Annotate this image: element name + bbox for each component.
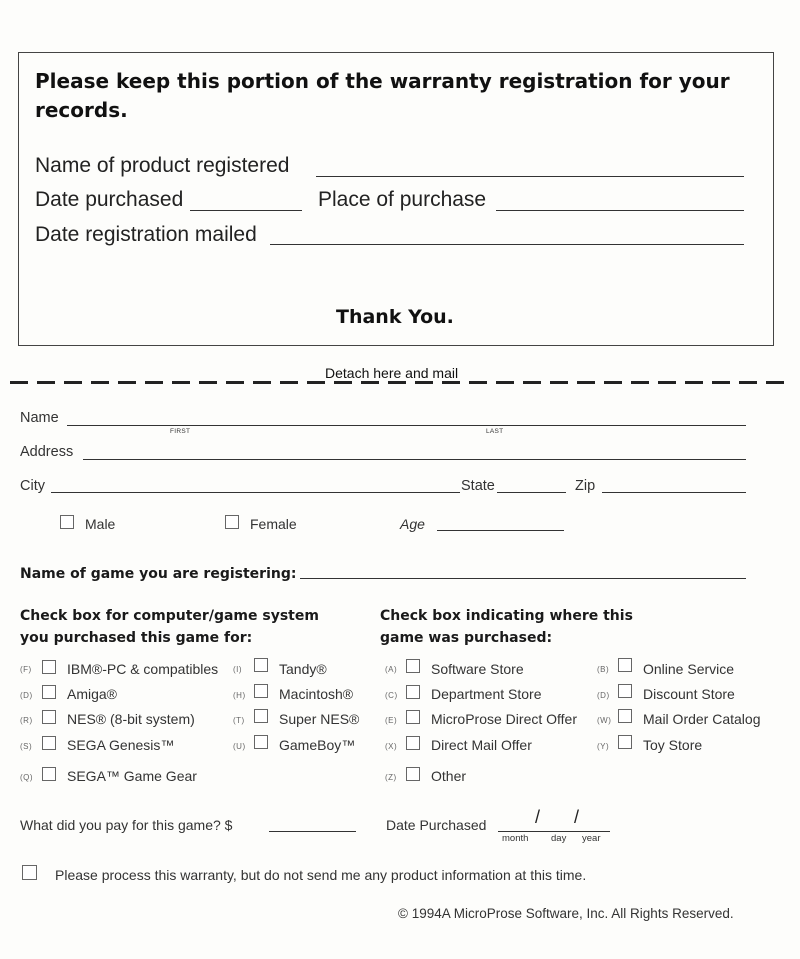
store-code: (B): [597, 665, 610, 674]
system-heading-line2: you purchased this game for:: [20, 630, 253, 646]
no-product-info-checkbox[interactable]: [22, 865, 37, 880]
store-label-online-service: Online Service: [643, 661, 735, 677]
date-purchased-label: Date purchased: [35, 188, 184, 211]
year-caption: year: [582, 833, 601, 844]
system-code: (H): [233, 691, 246, 700]
store-label-discount-store: Discount Store: [643, 686, 735, 702]
day-caption: day: [551, 833, 567, 844]
system-heading-line1: Check box for computer/game system: [20, 608, 319, 624]
detach-dashed-line: [10, 381, 790, 384]
store-label-mail-order: Mail Order Catalog: [643, 711, 761, 727]
store-checkbox-mail-order[interactable]: [618, 709, 632, 723]
system-label-gameboy: GameBoy™: [279, 737, 356, 753]
store-code: (Z): [385, 773, 397, 782]
system-code: (D): [20, 691, 33, 700]
store-code: (W): [597, 716, 612, 725]
system-label-macintosh: Macintosh®: [279, 686, 354, 702]
system-checkbox-sega-genesis[interactable]: [42, 736, 56, 750]
city-field[interactable]: [51, 492, 460, 493]
price-label: What did you pay for this game? $: [20, 817, 233, 833]
store-heading-line2: game was purchased:: [380, 630, 553, 646]
store-checkbox-software-store[interactable]: [406, 659, 420, 673]
name-label: Name: [20, 410, 59, 426]
store-code: (E): [385, 716, 398, 725]
store-checkbox-discount-store[interactable]: [618, 684, 632, 698]
system-label-super-nes: Super NES®: [279, 711, 360, 727]
system-label-sega-genesis: SEGA Genesis™: [67, 737, 175, 753]
age-field[interactable]: [437, 530, 564, 531]
system-checkbox-amiga[interactable]: [42, 685, 56, 699]
female-checkbox[interactable]: [225, 515, 239, 529]
month-caption: month: [502, 833, 529, 844]
system-code: (T): [233, 716, 245, 725]
game-name-field[interactable]: [300, 578, 746, 579]
system-checkbox-gameboy[interactable]: [254, 735, 268, 749]
zip-label: Zip: [575, 478, 596, 494]
product-registered-label: Name of product registered: [35, 154, 290, 177]
system-code: (F): [20, 665, 32, 674]
store-checkbox-toy-store[interactable]: [618, 735, 632, 749]
game-name-label: Name of game you are registering:: [20, 566, 297, 582]
system-code: (I): [233, 665, 243, 674]
store-checkbox-other[interactable]: [406, 767, 420, 781]
store-checkbox-department-store[interactable]: [406, 685, 420, 699]
state-field[interactable]: [497, 492, 566, 493]
age-label: Age: [400, 516, 425, 532]
store-label-direct-mail: Direct Mail Offer: [431, 737, 532, 753]
thank-you-text: Thank You.: [336, 306, 454, 328]
store-label-toy-store: Toy Store: [643, 737, 703, 753]
system-label-ibm-pc: IBM®-PC & compatibles: [67, 661, 219, 677]
system-code: (R): [20, 716, 33, 725]
detach-text: Detach here and mail: [325, 365, 459, 381]
store-label-department-store: Department Store: [431, 686, 542, 702]
male-checkbox[interactable]: [60, 515, 74, 529]
system-checkbox-tandy[interactable]: [254, 658, 268, 672]
purchase-date-field[interactable]: [498, 831, 610, 832]
product-registered-field[interactable]: [316, 176, 744, 177]
store-checkbox-direct-mail[interactable]: [406, 736, 420, 750]
copyright-text: © 1994A MicroProse Software, Inc. All Rights Reserved.: [398, 906, 734, 921]
state-label: State: [461, 478, 495, 494]
store-code: (A): [385, 665, 398, 674]
system-code: (S): [20, 742, 33, 751]
purchase-date-label: Date Purchased: [386, 817, 487, 833]
store-checkbox-online-service[interactable]: [618, 658, 632, 672]
store-checkbox-microprose-direct[interactable]: [406, 710, 420, 724]
store-code: (Y): [597, 742, 610, 751]
store-label-software-store: Software Store: [431, 661, 524, 677]
store-label-other: Other: [431, 768, 467, 784]
date-separator: /: [535, 807, 541, 827]
name-field[interactable]: [67, 425, 746, 426]
zip-field[interactable]: [602, 492, 746, 493]
keep-portion-heading: Please keep this portion of the warranty registration for your records.: [35, 69, 730, 122]
system-checkbox-sega-game-gear[interactable]: [42, 767, 56, 781]
system-code: (U): [233, 742, 246, 751]
price-field[interactable]: [269, 831, 356, 832]
system-label-amiga: Amiga®: [67, 686, 117, 702]
store-code: (D): [597, 691, 610, 700]
store-label-microprose-direct: MicroProse Direct Offer: [431, 711, 577, 727]
female-label: Female: [250, 516, 297, 532]
registration-mailed-field[interactable]: [270, 244, 744, 245]
system-code: (Q): [20, 773, 34, 782]
last-name-caption: LAST: [486, 428, 504, 435]
system-label-tandy: Tandy®: [279, 661, 327, 677]
place-of-purchase-label: Place of purchase: [318, 188, 487, 211]
system-label-nes: NES® (8-bit system): [67, 711, 195, 727]
registration-mailed-label: Date registration mailed: [35, 223, 257, 246]
store-heading-line1: Check box indicating where this: [380, 608, 633, 624]
date-separator: /: [574, 807, 580, 827]
male-label: Male: [85, 516, 116, 532]
system-label-sega-game-gear: SEGA™ Game Gear: [67, 768, 197, 784]
system-checkbox-super-nes[interactable]: [254, 709, 268, 723]
no-product-info-label: Please process this warranty, but do not send me any product information at this time.: [55, 867, 587, 883]
system-checkbox-nes[interactable]: [42, 710, 56, 724]
place-of-purchase-field[interactable]: [496, 210, 744, 211]
address-field[interactable]: [83, 459, 746, 460]
first-name-caption: FIRST: [170, 428, 191, 435]
city-label: City: [20, 478, 45, 494]
store-code: (X): [385, 742, 398, 751]
system-checkbox-ibm-pc[interactable]: [42, 660, 56, 674]
system-checkbox-macintosh[interactable]: [254, 684, 268, 698]
store-code: (C): [385, 691, 398, 700]
address-label: Address: [20, 444, 74, 460]
date-purchased-field[interactable]: [190, 210, 302, 211]
